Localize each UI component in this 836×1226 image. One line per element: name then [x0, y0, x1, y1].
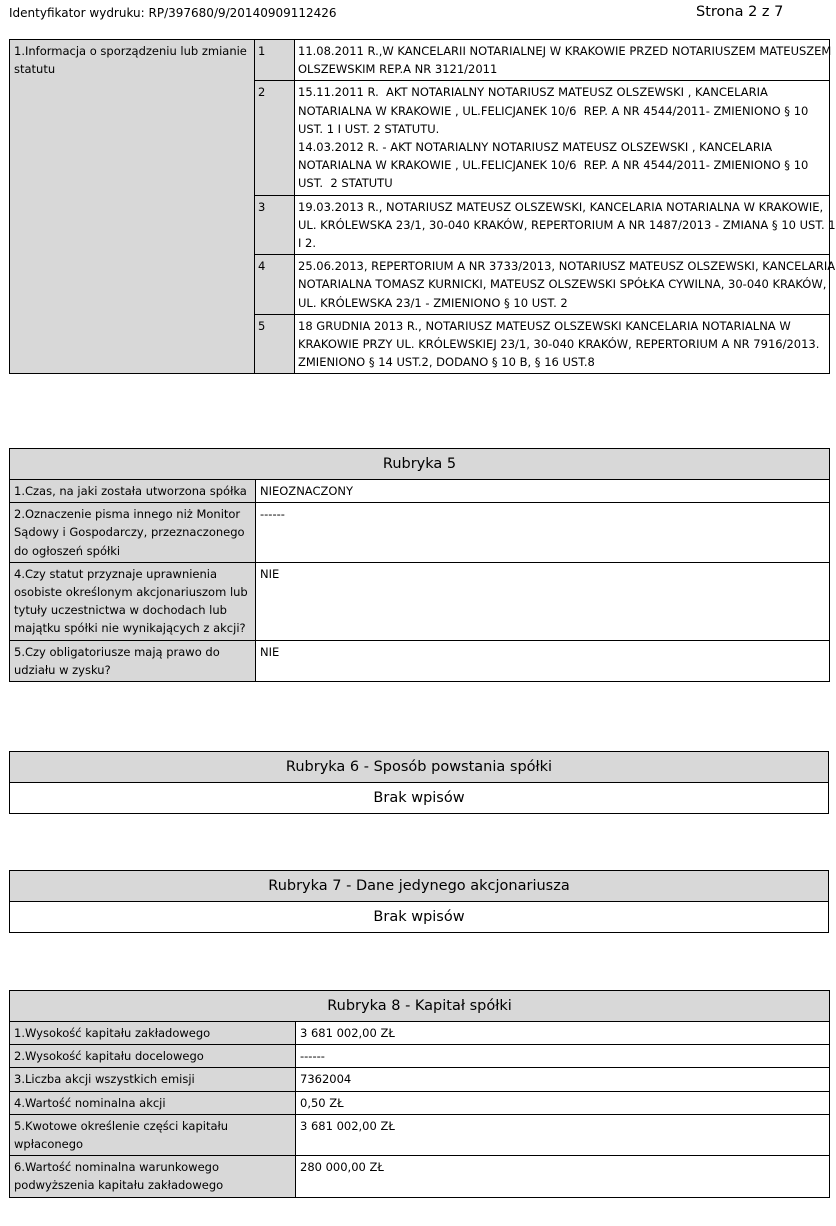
- field-value: 7362004: [296, 1068, 830, 1091]
- field-label: 5.Kwotowe określenie części kapitału wpłaconego: [10, 1114, 296, 1155]
- field-label: 2.Wysokość kapitału docelowego: [10, 1045, 296, 1068]
- entry-text: 19.03.2013 R., NOTARIUSZ MATEUSZ OLSZEWSKI, KANCELARIA NOTARIALNA W KRAKOWIE, UL. KRÓLEWSKA 23/1, 30-040 KRAKÓW, REPERTORIUM A NR 1487/2013 - ZMIANA § 10 UST. 1 I 2.: [295, 195, 830, 255]
- rubryka-6-table: [9, 751, 829, 814]
- page-number: Strona 2 z 7: [696, 4, 784, 20]
- entry-number: 1: [255, 40, 295, 81]
- entry-number: 4: [255, 255, 295, 315]
- entry-text: 15.11.2011 R. AKT NOTARIALNY NOTARIUSZ MATEUSZ OLSZEWSKI , KANCELARIA NOTARIALNA W KRAKOWIE , UL.FELICJANEK 10/6 REP. A NR 4544/2011- ZMIENIONO § 10 UST. 1 I UST. 2 STATUTU. 14.03.2012 R. - AKT NOTARIALNY NOTARIUSZ MATEUSZ OLSZEWSKI , KANCELARIA NOTARIALNA W KRAKOWIE , UL.FELICJANEK 10/6 REP. A NR 4544/2011- ZMIENIONO § 10 UST. 2 STATUTU: [295, 81, 830, 195]
- field-label: 3.Liczba akcji wszystkich emisji: [10, 1068, 296, 1091]
- rubryka-7-table: [9, 870, 829, 933]
- entry-text: 18 GRUDNIA 2013 R., NOTARIUSZ MATEUSZ OLSZEWSKI KANCELARIA NOTARIALNA W KRAKOWIE PRZY UL. KRÓLEWSKIEJ 23/1, 30-040 KRAKÓW, REPERTORIUM A NR 7916/2013. ZMIENIONO § 14 UST.2, DODANO § 10 B, § 16 UST.8: [295, 314, 830, 374]
- empty-entries: Brak wpisów: [10, 902, 829, 933]
- field-value: 3 681 002,00 ZŁ: [296, 1114, 830, 1155]
- statute-row: [10, 40, 830, 81]
- entry-text: 11.08.2011 R.,W KANCELARII NOTARIALNEJ W KRAKOWIE PRZED NOTARIUSZEM MATEUSZEM OLSZEWSKIM REP.A NR 3121/2011: [295, 40, 830, 81]
- print-identifier: Identyfikator wydruku: RP/397680/9/20140909112426: [9, 6, 337, 20]
- table-row: [10, 640, 830, 681]
- field-label: 1.Czas, na jaki została utworzona spółka: [10, 480, 256, 503]
- field-label: 6.Wartość nominalna warunkowego podwyższenia kapitału zakładowego: [10, 1156, 296, 1197]
- table-row: [10, 1045, 830, 1068]
- field-label: 4.Wartość nominalna akcji: [10, 1091, 296, 1114]
- table-row: [10, 1068, 830, 1091]
- table-row: [10, 1156, 830, 1197]
- field-label: 5.Czy obligatoriusze mają prawo do udziału w zysku?: [10, 640, 256, 681]
- entry-text: 25.06.2013, REPERTORIUM A NR 3733/2013, NOTARIUSZ MATEUSZ OLSZEWSKI, KANCELARIA NOTARIALNA TOMASZ KURNICKI, MATEUSZ OLSZEWSKI SPÓŁKA CYWILNA, 30-040 KRAKÓW, UL. KRÓLEWSKA 23/1 - ZMIENIONO § 10 UST. 2: [295, 255, 830, 315]
- field-label: 2.Oznaczenie pisma innego niż Monitor Sądowy i Gospodarczy, przeznaczonego do ogłoszeń spółki: [10, 503, 256, 563]
- field-value: ------: [256, 503, 830, 563]
- section-title: Rubryka 7 - Dane jedynego akcjonariusza: [10, 871, 829, 902]
- empty-entries: Brak wpisów: [10, 783, 829, 814]
- table-row: [10, 1114, 830, 1155]
- field-value: ------: [296, 1045, 830, 1068]
- field-value: 3 681 002,00 ZŁ: [296, 1022, 830, 1045]
- field-label: 1.Wysokość kapitału zakładowego: [10, 1022, 296, 1045]
- section-title: Rubryka 5: [10, 449, 830, 480]
- entry-number: 2: [255, 81, 295, 195]
- section-title: Rubryka 6 - Sposób powstania spółki: [10, 752, 829, 783]
- table-row: [10, 480, 830, 503]
- field-label: 4.Czy statut przyznaje uprawnienia osobiste określonym akcjonariuszom lub tytuły uczestnictwa w dochodach lub majątku spółki nie wynikających z akcji?: [10, 562, 256, 640]
- field-value: 0,50 ZŁ: [296, 1091, 830, 1114]
- field-value: 280 000,00 ZŁ: [296, 1156, 830, 1197]
- field-value: NIE: [256, 562, 830, 640]
- field-value: NIE: [256, 640, 830, 681]
- table-row: [10, 1091, 830, 1114]
- field-value: NIEOZNACZONY: [256, 480, 830, 503]
- table-row: [10, 503, 830, 563]
- entry-number: 5: [255, 314, 295, 374]
- table-row: [10, 562, 830, 640]
- table-row: [10, 1022, 830, 1045]
- entry-number: 3: [255, 195, 295, 255]
- section-title: Rubryka 8 - Kapitał spółki: [10, 991, 830, 1022]
- statute-label: 1.Informacja o sporządzeniu lub zmianie statutu: [10, 40, 255, 374]
- rubryka-8-table: [9, 990, 830, 1198]
- statute-table: [9, 39, 836, 374]
- rubryka-5-table: [9, 448, 830, 682]
